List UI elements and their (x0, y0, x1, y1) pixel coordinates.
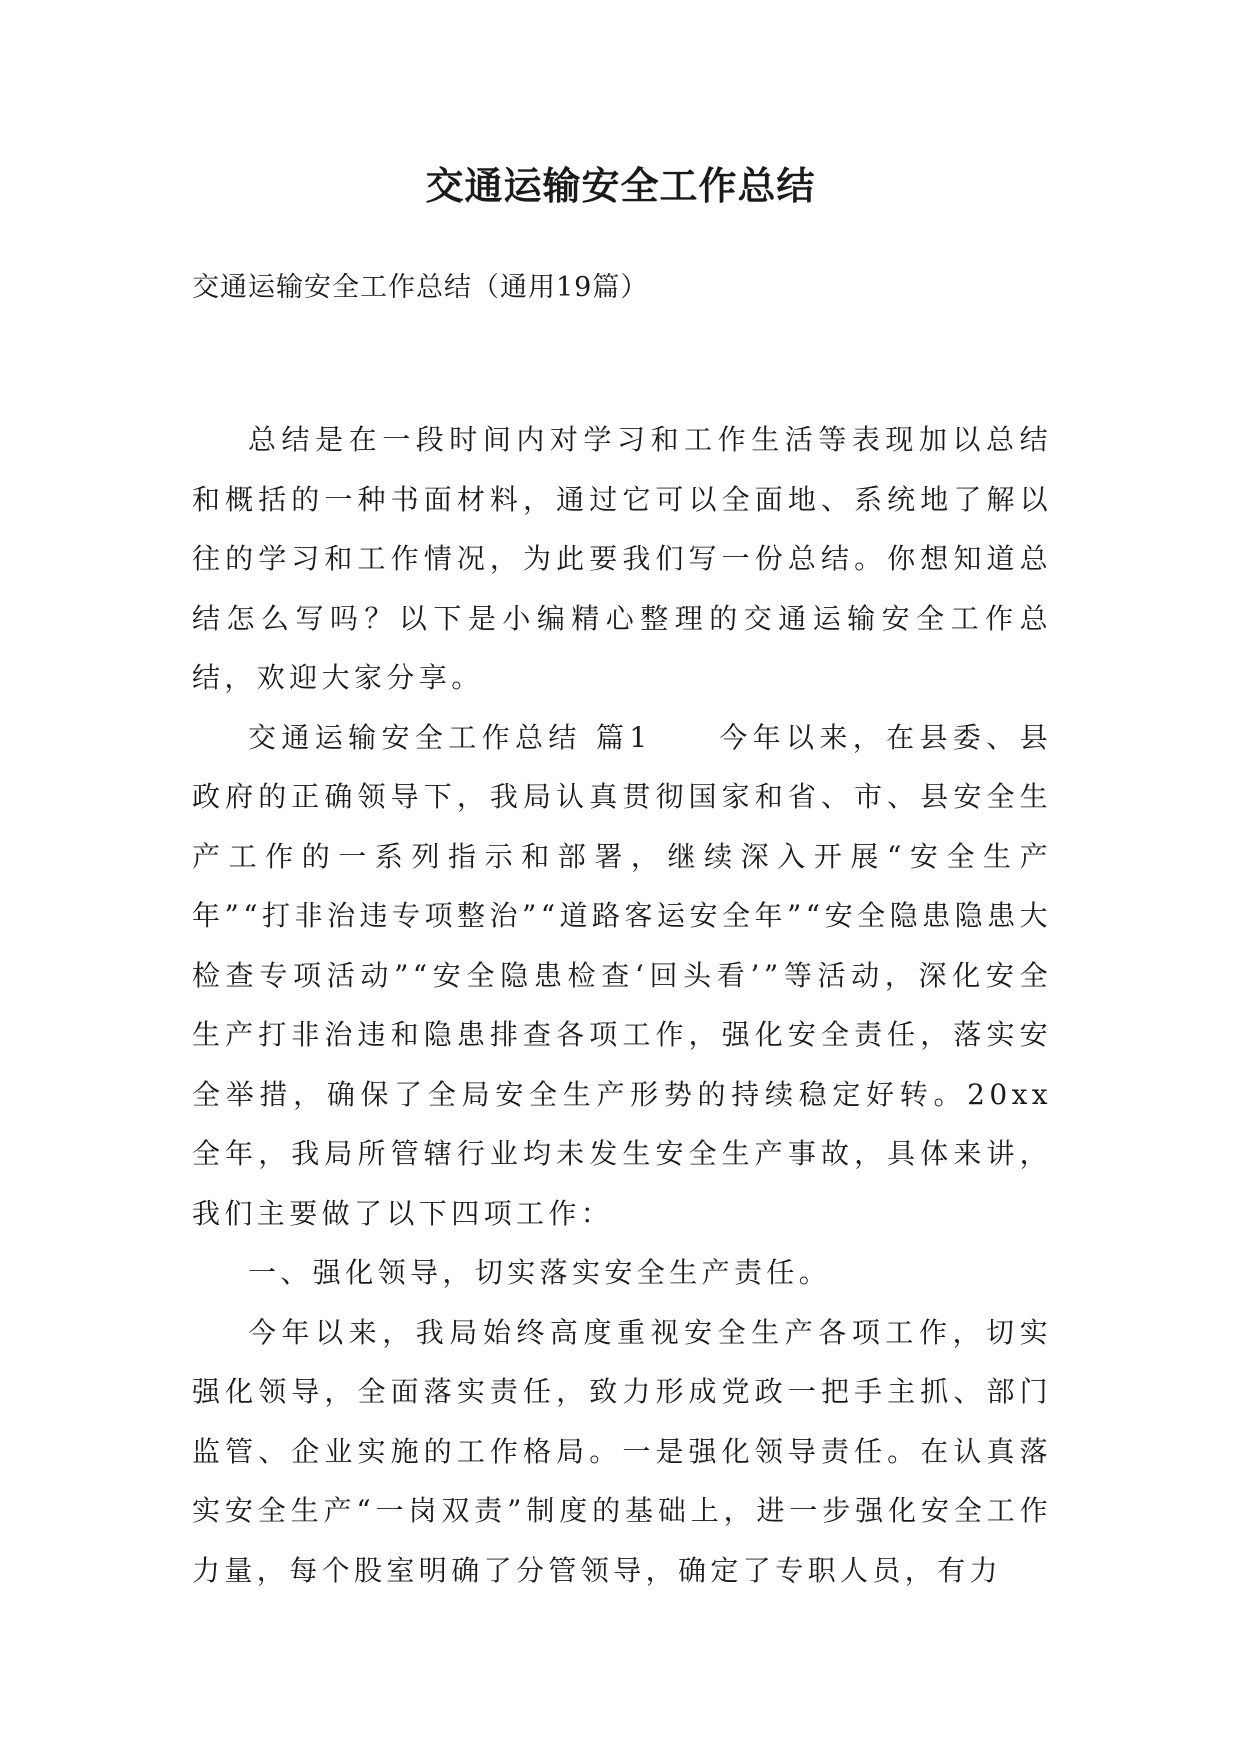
paragraph-section-body: 今年以来，我局始终高度重视安全生产各项工作，切实强化领导，全面落实责任，致力形成党政一把手主抓、部门监管、企业实施的工作格局。一是强化领导责任。在认真落实安全生产“一岗双责”制度的基础上，进一步强化安全工作力量，每个股室明确了分管领导，确定了专职人员，有力 (192, 1315, 1052, 1587)
document-subtitle: 交通运输安全工作总结（通用19篇） (192, 272, 649, 303)
paragraph-intro: 总结是在一段时间内对学习和工作生活等表现加以总结和概括的一种书面材料，通过它可以全面地、系统地了解以往的学习和工作情况，为此要我们写一份总结。你想知道总结怎么写吗？以下是小编精心整理的交通运输安全工作总结，欢迎大家分享。 (192, 423, 1052, 694)
document-title: 交通运输安全工作总结 (425, 164, 816, 208)
paragraph-part-1: 交通运输安全工作总结 篇1 今年以来，在县委、县政府的正确领导下，我局认真贯彻国家和省、市、县安全生产工作的一系列指示和部署，继续深入开展“安全生产年”“打非治违专项整治”“道路客运安全年”“安全隐患隐患大检查专项活动”“安全隐患检查‘回头看’”等活动，深化安全生产打非治违和隐患排查各项工作，强化安全责任，落实安全举措，确保了全局安全生产形势的持续稳定好转。20xx全年，我局所管辖行业均未发生安全生产事故，具体来讲，我们主要做了以下四项工作： (192, 720, 1052, 1230)
paragraph-section-heading: 一、强化领导，切实落实安全生产责任。 (248, 1256, 832, 1289)
document-body (192, 410, 1052, 1600)
